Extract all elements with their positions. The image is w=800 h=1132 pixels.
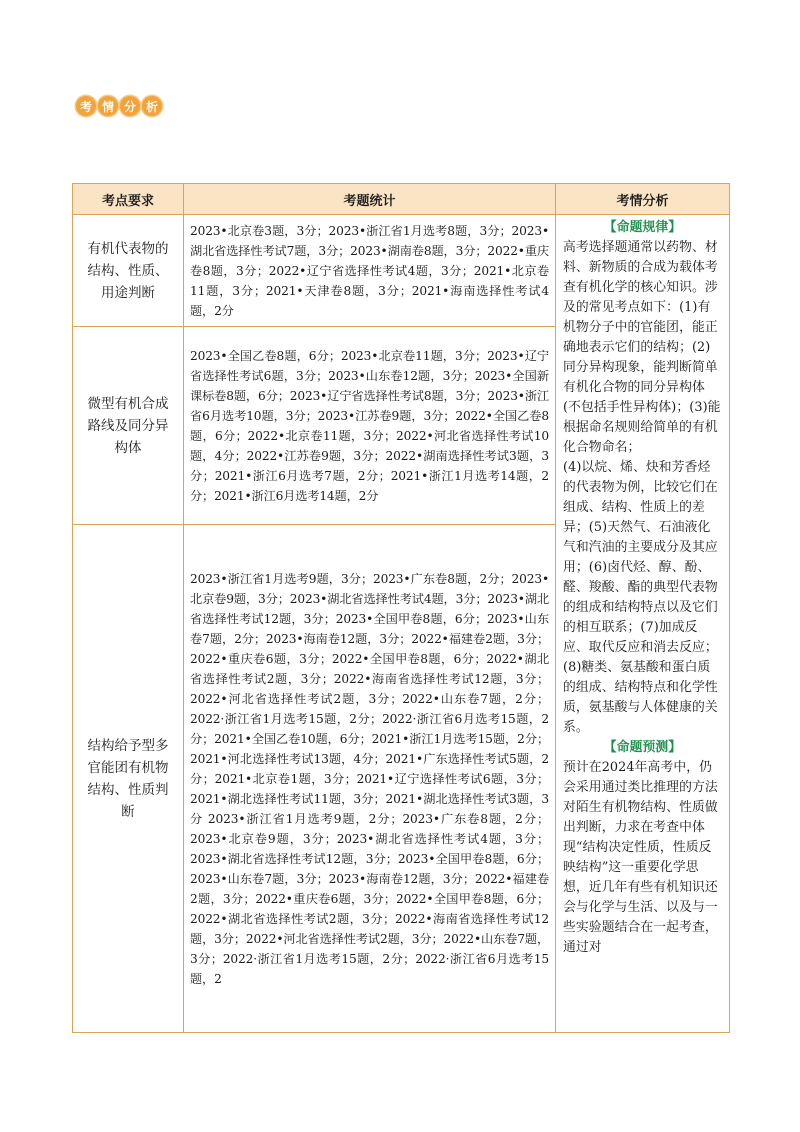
- header-requirement: 考点要求: [73, 184, 184, 215]
- header-stats: 考题统计: [184, 184, 556, 215]
- requirement-cell: 有机代表物的结构、性质、用途判断: [73, 215, 184, 327]
- badge-char: 析: [142, 96, 162, 116]
- badge-char: 分: [120, 96, 140, 116]
- stats-cell: 2023•北京卷3题，3分；2023•浙江省1月选考8题，3分；2023•湖北省选择性考试7题，3分；2023•湖南卷8题，3分；2022•重庆卷8题，3分；2022•辽宁省选择性考试4题，3分；2021•北京卷11题，3分；2021•天津卷8题，3分；2021•海南选择性考试4题，2分: [184, 215, 556, 327]
- analysis-paragraph: 预计在2024年高考中，仍会采用通过类比推理的方法对陌生有机物结构、性质做出判断，力求在考查中体现“结构决定性质，性质反映结构”这一重要化学思想，近几年有些有机知识还会与化学与生活、以及与一些实验题结合在一起考查，通过对: [563, 760, 718, 955]
- badge-char: 情: [98, 96, 118, 116]
- requirement-cell: 微型有机合成路线及同分异构体: [73, 327, 184, 525]
- stats-cell: 2023•浙江省1月选考9题，3分；2023•广东卷8题，2分；2023•北京卷9题，3分；2023•湖北省选择性考试4题，3分；2023•湖北省选择性考试12题，3分；2023•全国甲卷8题，6分；2023•山东卷7题，2分；2023•海南卷12题，3分；2022•福建卷2题，3分；2022•重庆卷6题，3分；2022•全国甲卷8题，6分；2022•湖北省选择性考试2题，3分；2022•海南省选择性考试12题，3分；2022•河北省选择性考试2题，3分；2022•山东卷7题，2分；2022·浙江省1月选考15题，2分；2022·浙江省6月选考15题，2分；2021•全国乙卷10题，6分；2021•浙江1月选考15题，2分；2021•河北选择性考试13题，4分；2021•广东选择性考试5题，2分；2021•北京卷1题，3分；2021•辽宁选择性考试6题，3分；2021•湖北选择性考试11题，3分；2021•湖北选择性考试3题，3分 2023•浙江省1月选考9题，2分；2023•广东卷8题，2分；2023•北京卷9题，3分；2023•湖北省选择性考试4题，3分；2023•湖北省选择性考试12题，3分；2023•全国甲卷8题，6分；2023•山东卷7题，3分；2023•海南卷12题，3分；2022•福建卷2题，3分；2022•重庆卷6题，3分；2022•全国甲卷8题，6分；2022•湖北省选择性考试2题，3分；2022•海南省选择性考试12题，3分；2022•河北省选择性考试2题，3分；2022•山东卷7题，3分；2022·浙江省1月选考15题，2分；2022·浙江省6月选考15题，2: [184, 525, 556, 1033]
- analysis-cell: [556, 215, 730, 1033]
- analysis-paragraph: 高考选择题通常以药物、材料、新物质的合成为载体考查有机化学的核心知识。涉及的常见考点如下：(1)有机物分子中的官能团，能正确地表示它们的结构；(2)同分异构现象，能判断简单有机化合物的同分异构体(不包括手性异构体)；(3)能根据命名规则给简单的有机化合物命名；: [563, 240, 721, 455]
- analysis-section-title: 【命题预测】: [603, 740, 682, 755]
- header-row: [73, 184, 730, 215]
- analysis-paragraph: (4)以烷、烯、炔和芳香烃的代表物为例，比较它们在组成、结构、性质上的差异；(5)天然气、石油液化气和汽油的主要成分及其应用；(6)卤代烃、醇、酚、醛、羧酸、酯的典型代表物的组成和结构特点以及它们的相互联系；(7)加成反应、取代反应和消去反应；(8)糖类、氨基酸和蛋白质的组成、结构特点和化学性质，氨基酸与人体健康的关系。: [563, 460, 718, 735]
- requirement-cell: 结构给予型多官能团有机物结构、性质判断: [73, 525, 184, 1033]
- table-row: [73, 215, 730, 327]
- badge-char: 考: [76, 96, 96, 116]
- exam-analysis-table: [72, 183, 730, 1033]
- header-analysis: 考情分析: [556, 184, 730, 215]
- section-badge: [76, 96, 162, 116]
- stats-cell: 2023•全国乙卷8题，6分；2023•北京卷11题，3分；2023•辽宁省选择性考试6题，3分；2023•山东卷12题，3分；2023•全国新课标卷8题，6分；2023•辽宁省选择性考试8题，3分；2023•浙江省6月选考10题，3分；2023•江苏卷9题，3分；2022•全国乙卷8题，6分；2022•北京卷11题，3分；2022•河北省选择性考试10题，4分；2022•江苏卷9题，3分；2022•湖南选择性考试3题，3分；2021•浙江6月选考7题，2分；2021•浙江1月选考14题，2分；2021•浙江6月选考14题，2分: [184, 327, 556, 525]
- analysis-section-title: 【命题规律】: [603, 220, 682, 235]
